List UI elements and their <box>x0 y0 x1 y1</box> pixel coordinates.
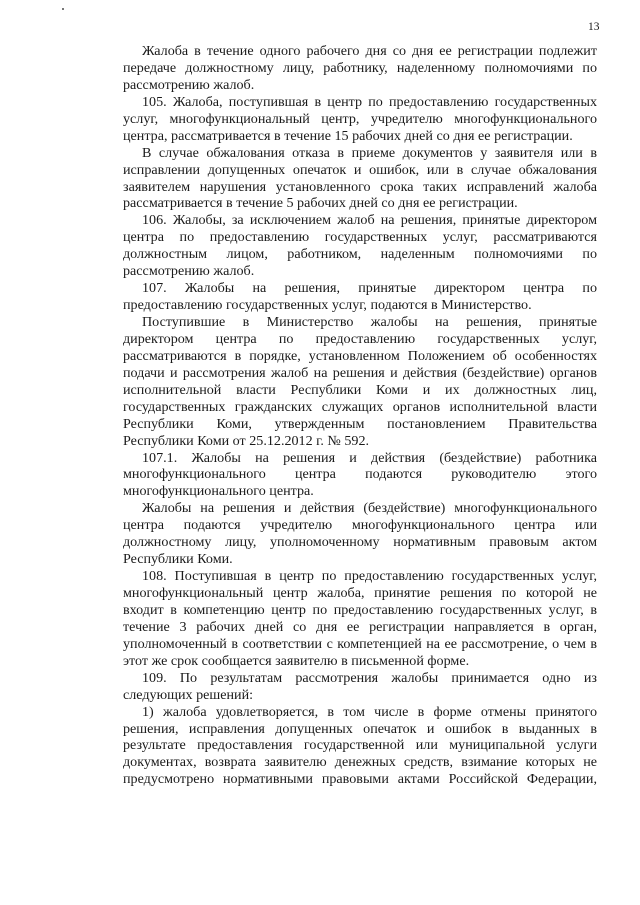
text-line: многофункциональный центр жалоба, принятие решения по которой не <box>123 585 597 601</box>
text-line: течение 3 рабочих дней со дня ее регистрации направляется в орган, <box>123 618 597 635</box>
text-line: предоставлению государственных услуг, подаются в Министерство. <box>123 297 532 314</box>
text-line: центра, рассматривается в течение 15 рабочих дней со дня ее регистрации. <box>123 127 573 144</box>
text-line: директором центра по предоставлению государственных услуг, <box>123 330 597 347</box>
paragraph <box>123 568 597 670</box>
text-line: 107.1. Жалобы на решения и действия (бездействие) работника <box>142 449 597 466</box>
text-line: центра подаются учредителю многофункционального центра или <box>123 517 597 534</box>
paragraph <box>123 94 597 145</box>
text-line: этот же срок сообщается заявителю в письменной форме. <box>123 652 470 669</box>
paragraph <box>123 314 597 450</box>
text-line: входит в компетенцию центр по предоставлению государственных услуг, в <box>123 601 597 618</box>
text-line: В случае обжалования отказа в приеме документов у заявителя или в <box>142 144 597 161</box>
document-body <box>123 43 597 788</box>
text-line: Республики Коми. <box>123 551 233 568</box>
text-line: решения, исправления допущенных опечаток и ошибок в выданных в <box>123 720 597 737</box>
text-line: Республики Коми от 25.12.2012 г. № 592. <box>123 432 370 449</box>
text-line: рассмотрению жалоб. <box>123 263 255 280</box>
text-line: Поступившие в Министерство жалобы на решения, принятые <box>142 314 597 330</box>
paragraph <box>123 450 597 501</box>
text-line: документах, возврата заявителю денежных средств, взимание которых не <box>123 754 597 771</box>
paragraph <box>123 43 597 94</box>
text-line: услуг, многофункциональный центр, учредителю многофункционального <box>123 110 597 127</box>
text-line: уполномоченный в соответствии с компетенцией на ее рассмотрение, о чем в <box>123 635 597 652</box>
text-line: 106. Жалобы, за исключением жалоб на решения, принятые директором <box>142 212 597 229</box>
scan-artifact-dot <box>62 8 64 10</box>
text-line: заявителем нарушения установленного срока таких исправлений жалоба <box>123 178 597 195</box>
text-line: передаче должностному лицу, работнику, наделенному полномочиями по <box>123 59 597 76</box>
paragraph <box>123 280 597 314</box>
text-line: государственных гражданских служащих органов исполнительной власти <box>123 398 597 415</box>
text-line: следующих решений: <box>123 686 254 703</box>
text-line: подачи и рассмотрения жалоб на решения и действия (бездействие) органов <box>123 364 597 381</box>
text-line: Жалобы на решения и действия (бездействие) многофункционального <box>142 500 597 517</box>
text-line: результате предоставления государственной или муниципальной услуги <box>123 737 597 754</box>
text-line: 105. Жалоба, поступившая в центр по предоставлению государственных <box>142 93 597 110</box>
text-line: Жалоба в течение одного рабочего дня со дня ее регистрации подлежит <box>142 43 597 59</box>
paragraph <box>123 704 597 789</box>
text-line: Республики Коми, утвержденным постановлением Правительства <box>123 415 597 432</box>
paragraph <box>123 145 597 213</box>
page-number: 13 <box>588 21 600 33</box>
text-line: рассмотрению жалоб. <box>123 76 255 93</box>
text-line: исполнительной власти Республики Коми и их должностных лиц, <box>123 381 597 398</box>
paragraph <box>123 500 597 568</box>
text-line: 107. Жалобы на решения, принятые директором центра по <box>142 280 597 297</box>
text-line: 108. Поступившая в центр по предоставлению государственных услуг, <box>142 568 597 585</box>
paragraph <box>123 670 597 704</box>
text-line: должностному лицу, уполномоченному нормативным правовым актом <box>123 534 597 551</box>
text-line: многофункционального центра. <box>123 483 314 500</box>
paragraph <box>123 212 597 280</box>
text-line: исправлении допущенных опечаток и ошибок, или в случае обжалования <box>123 161 597 178</box>
text-line: должностным лицом, работником, наделенным полномочиями по <box>123 246 597 263</box>
text-line: центра по предоставлению государственных услуг, рассматриваются <box>123 229 597 246</box>
text-line: рассматриваются в порядке, установленном Положением об особенностях <box>123 347 597 364</box>
text-line: многофункционального центра подаются руководителю этого <box>123 466 597 483</box>
text-line: 109. По результатам рассмотрения жалобы принимается одно из <box>142 669 597 686</box>
text-line: 1) жалоба удовлетворяется, в том числе в форме отмены принятого <box>142 703 597 720</box>
text-line: предусмотрено нормативными правовыми актами Российской Федерации, <box>123 771 597 788</box>
text-line: рассматривается в течение 5 рабочих дней со дня ее регистрации. <box>123 195 518 212</box>
